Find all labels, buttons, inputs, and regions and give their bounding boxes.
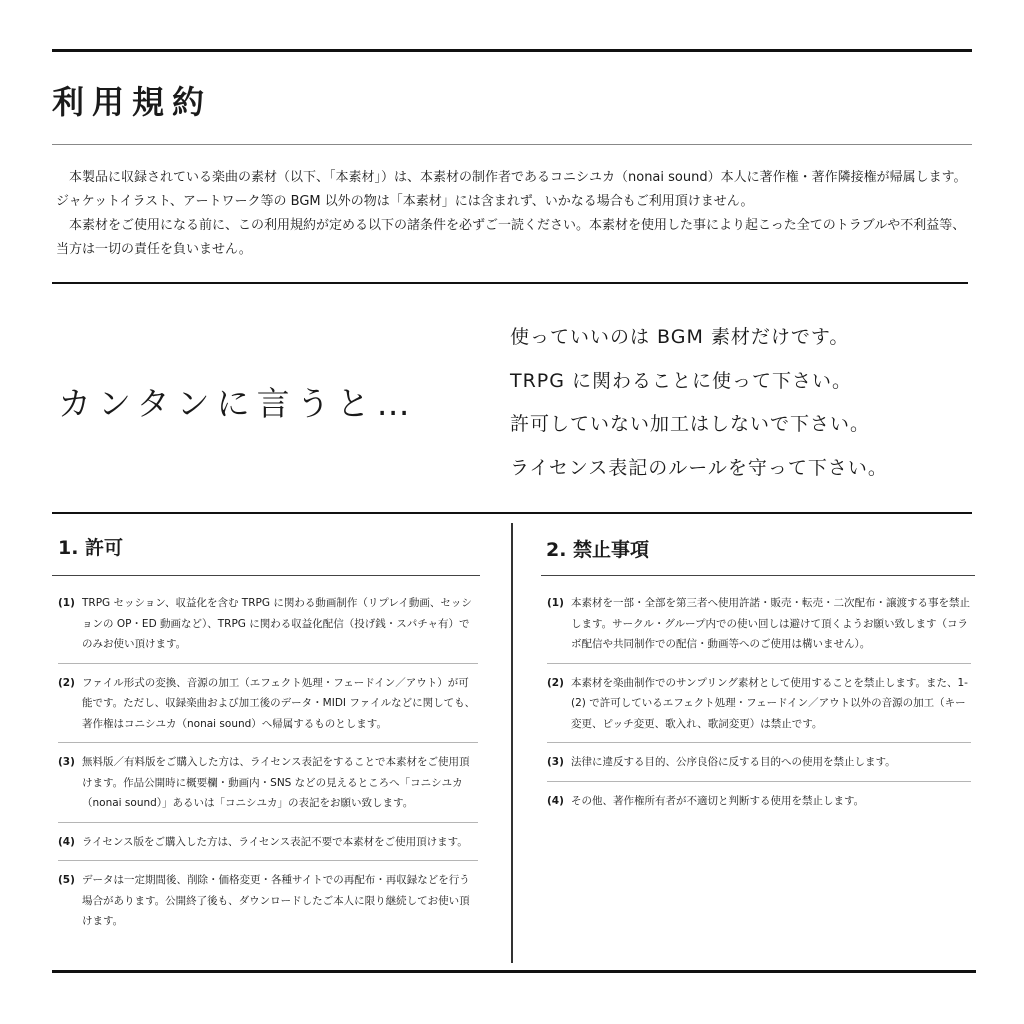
item-text: 本素材を楽曲制作でのサンプリング素材として使用することを禁止します。また、1-(2) で許可しているエフェクト処理・フェードイン／アウト以外の音源の加工（キー変更、ピッチ変更、歌入れ、歌詞変更）は禁止です。 xyxy=(571,676,968,730)
item-text: ファイル形式の変換、音源の加工（エフェクト処理・フェードイン／アウト）が可能です。ただし、収録楽曲および加工後のデータ・MIDI ファイルなどに関しても、著作権はコニシユカ（nonai sound）へ帰属するものとします。 xyxy=(82,676,476,730)
summary-rule xyxy=(52,512,972,514)
prohibited-heading: 2. 禁止事項 xyxy=(546,539,650,561)
item-text: その他、著作権所有者が不適切と判断する使用を禁止します。 xyxy=(571,794,865,807)
prohibited-list xyxy=(547,584,971,819)
column-divider xyxy=(511,523,513,963)
permission-divider xyxy=(52,575,480,576)
list-item xyxy=(58,664,478,744)
list-item xyxy=(58,584,478,664)
list-item xyxy=(58,861,478,940)
prohibited-divider xyxy=(541,575,975,576)
item-number: (5) xyxy=(58,874,75,886)
summary-point: 使っていいのは BGM 素材だけです。 xyxy=(510,326,850,348)
list-item xyxy=(547,584,971,664)
summary-point: TRPG に関わることに使って下さい。 xyxy=(510,369,853,392)
intro-paragraph-1: 本製品に収録されている楽曲の素材（以下、「本素材」）は、本素材の制作者であるコニシユカ（nonai sound）本人に著作権・著作隣接権が帰属します。ジャケットイラスト、アートワーク等の BGM 以外の物は「本素材」には含まれず、いかなる場合もご利用頂けません。 xyxy=(56,170,967,209)
item-number: (2) xyxy=(547,676,564,689)
item-text: ライセンス版をご購入した方は、ライセンス表記不要で本素材をご使用頂けます。 xyxy=(82,835,468,848)
list-item xyxy=(58,823,478,862)
item-text: データは一定期間後、削除・価格変更・各種サイトでの再配布・再収録などを行う場合があります。公開終了後も、ダウンロードしたご本人に限り継続してお使い頂けます。 xyxy=(82,874,470,927)
item-number: (4) xyxy=(58,835,75,848)
summary-label: カンタンに言うと… xyxy=(58,384,417,423)
list-item xyxy=(58,743,478,823)
intro-rule xyxy=(52,282,968,284)
title-divider xyxy=(52,144,972,145)
item-text: 無料版／有料版をご購入した方は、ライセンス表記をすることで本素材をご使用頂けます。作品公開時に概要欄・動画内・SNS などの見えるところへ「コニシユカ（nonai sound）」あるいは「コニシユカ」の表記をお願い致します。 xyxy=(82,756,470,809)
item-number: (3) xyxy=(547,756,564,768)
summary-point: 許可していない加工はしないで下さい。 xyxy=(510,413,871,435)
summary-point: ライセンス表記のルールを守って下さい。 xyxy=(510,456,888,479)
permission-heading: 1. 許可 xyxy=(58,537,124,559)
permission-list xyxy=(58,584,478,940)
item-text: 本素材を一部・全部を第三者へ使用許諾・販売・転売・二次配布・譲渡する事を禁止します。サークル・グループ内での使い回しは避けて頂くようお願い致します（コラボ配信や共同制作での配信・動画等へのご使用は構いません）。 xyxy=(571,597,970,650)
list-item xyxy=(547,782,971,820)
page-title: 利用規約 xyxy=(52,83,213,121)
top-rule xyxy=(52,49,972,52)
list-item xyxy=(547,664,971,744)
item-text: TRPG セッション、収益化を含む TRPG に関わる動画制作（リプレイ動画、セッションの OP・ED 動画など）、TRPG に関わる収益化配信（投げ銭・スパチャ有）でのみお使い頂けます。 xyxy=(82,597,472,650)
item-text: 法律に違反する目的、公序良俗に反する目的への使用を禁止します。 xyxy=(571,756,896,768)
list-item xyxy=(547,743,971,782)
item-number: (1) xyxy=(58,597,75,609)
summary-points xyxy=(510,316,888,490)
intro-text xyxy=(56,166,972,262)
item-number: (4) xyxy=(547,794,564,807)
bottom-rule xyxy=(52,970,976,973)
intro-paragraph-2: 本素材をご使用になる前に、この利用規約が定める以下の諸条件を必ずご一読ください。本素材を使用した事により起こった全てのトラブルや不利益等、当方は一切の責任を負いません。 xyxy=(56,218,966,257)
item-number: (2) xyxy=(58,676,75,689)
item-number: (1) xyxy=(547,597,564,609)
item-number: (3) xyxy=(58,756,75,768)
